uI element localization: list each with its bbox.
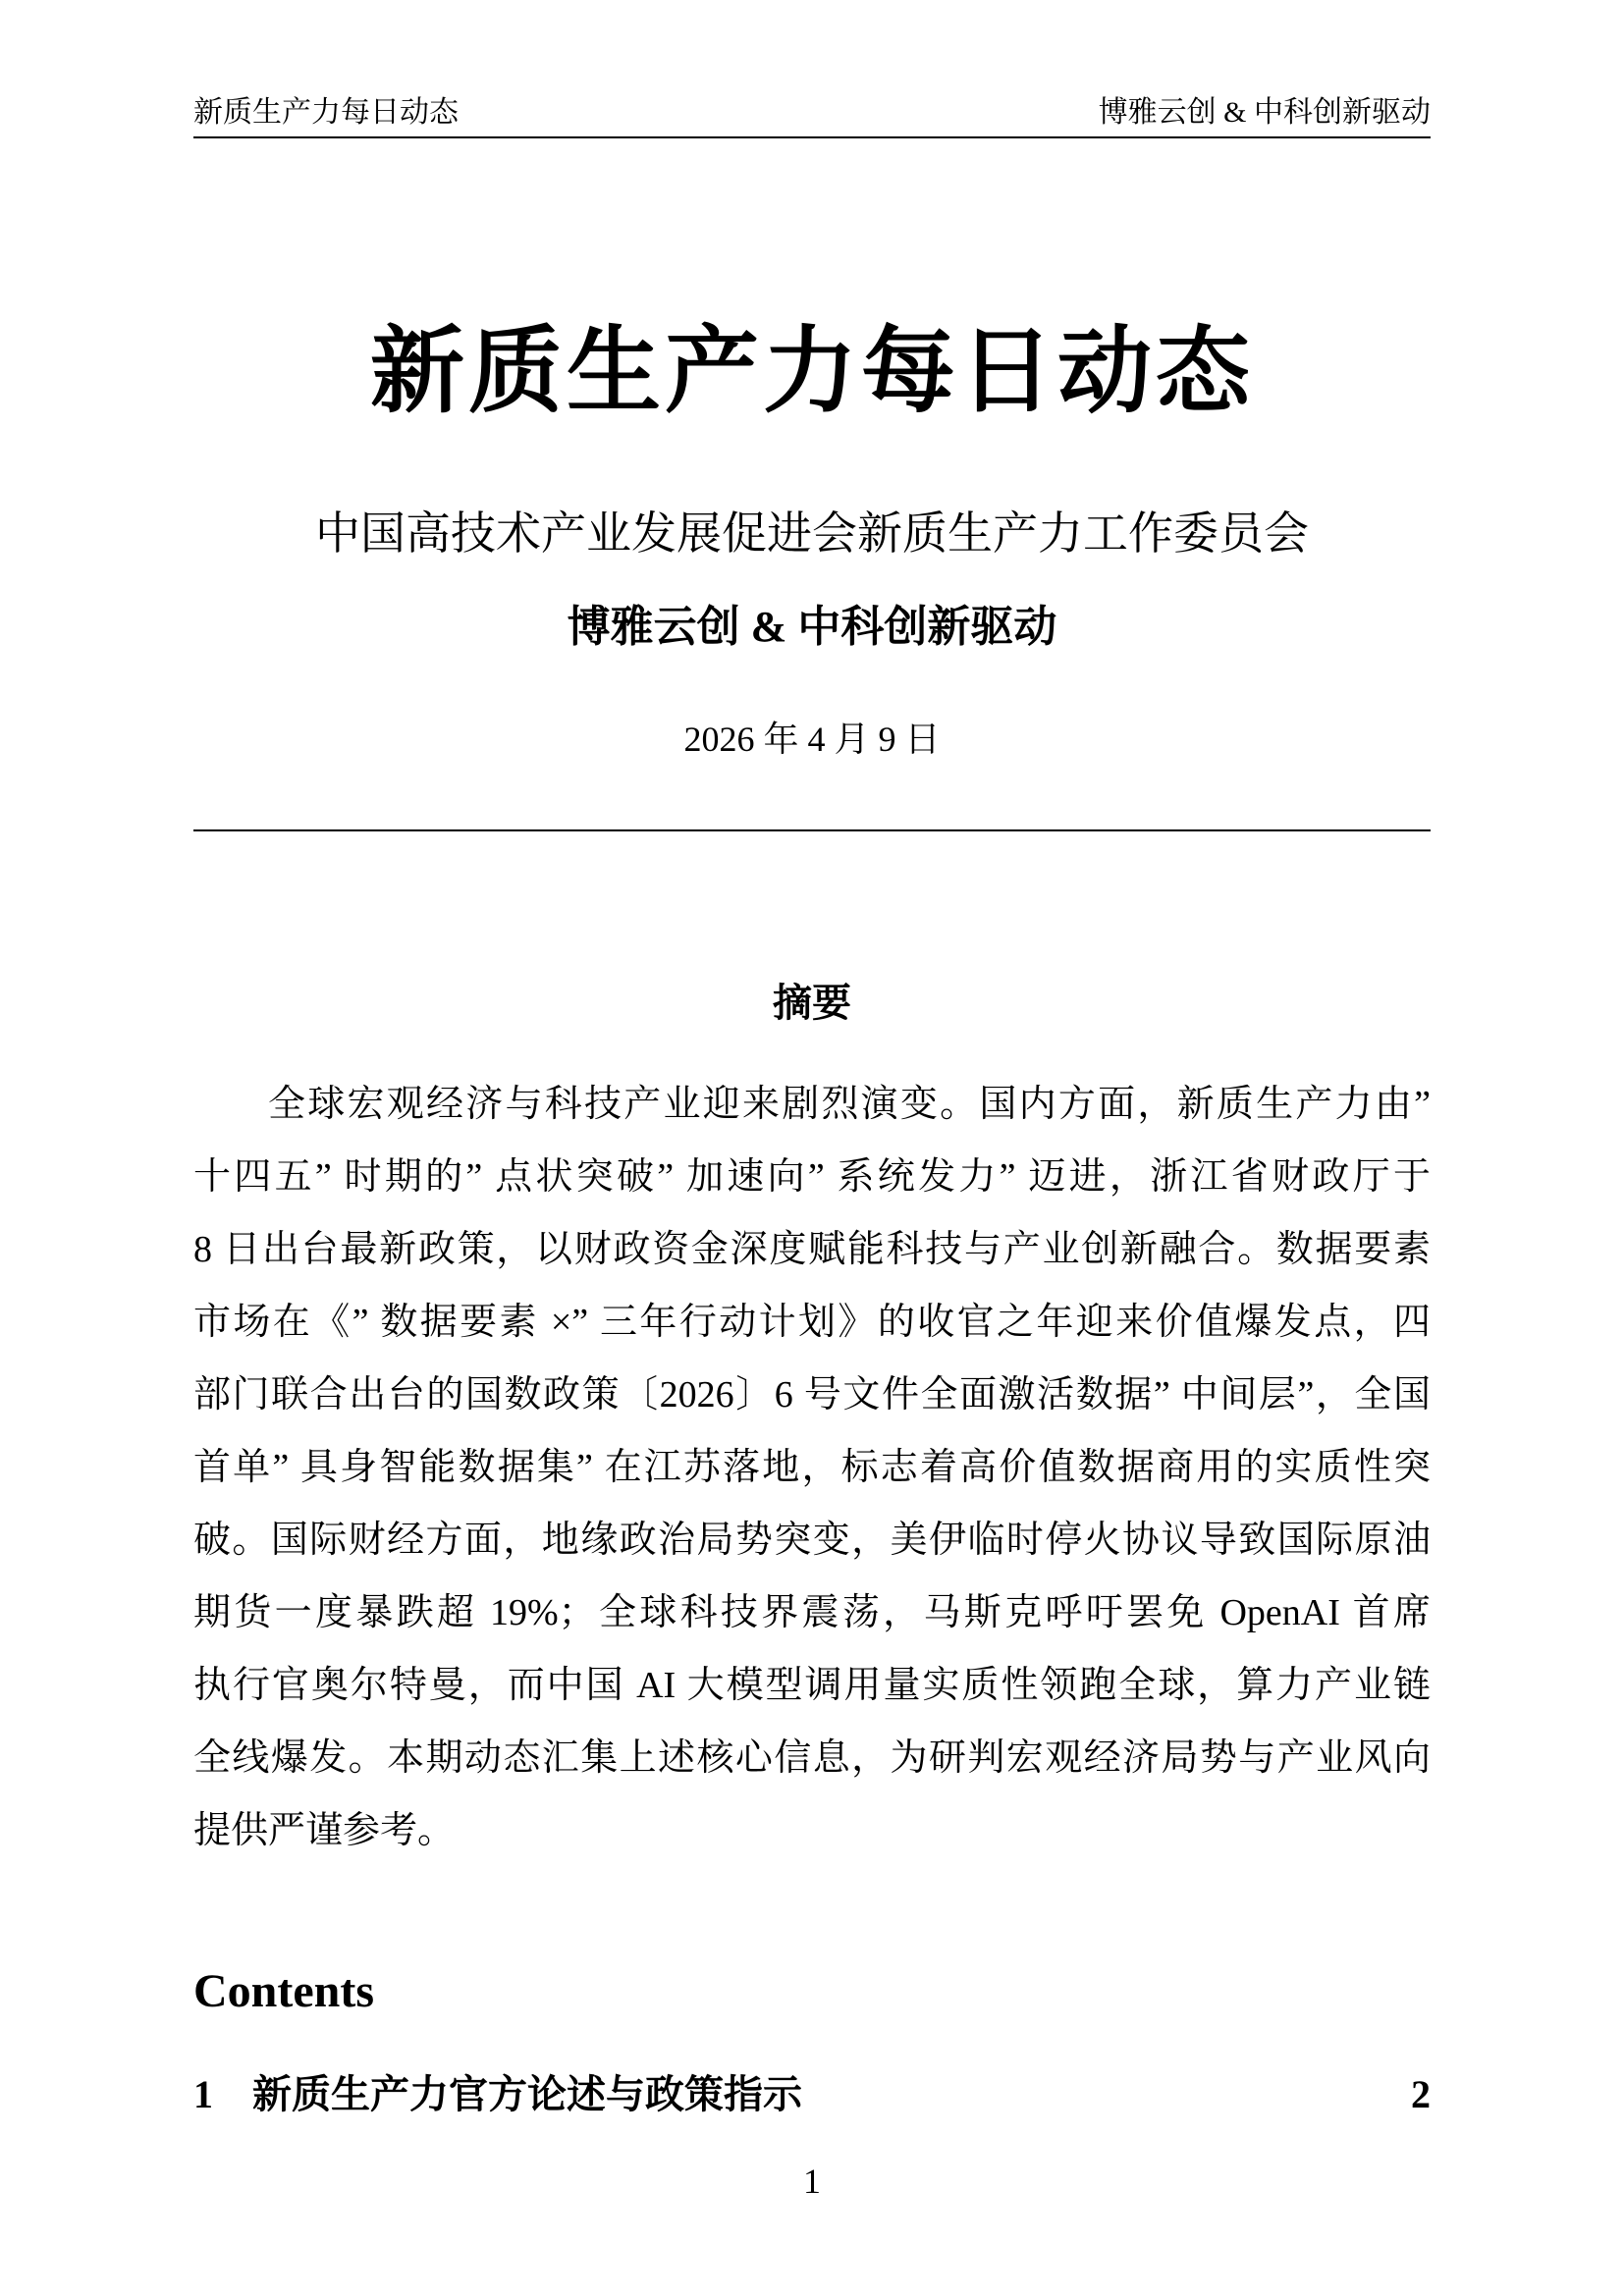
abstract-line: 部门联合出台的国数政策〔2026〕6 号文件全面激活数据” 中间层”，全国 [193,1374,1431,1415]
abstract-line: 市场在《” 数据要素 ×” 三年行动计划》的收官之年迎来价值爆发点，四 [193,1302,1431,1343]
abstract-line: 十四五” 时期的” 点状突破” 加速向” 系统发力” 迈进，浙江省财政厅于 [193,1156,1431,1198]
abstract-line: 全线爆发。本期动态汇集上述核心信息，为研判宏观经济局势与产业风向 [193,1737,1431,1779]
authors-line: 博雅云创 & 中科创新驱动 [567,603,1057,651]
abstract-line: 8 日出台最新政策，以财政资金深度赋能科技与产业创新融合。数据要素 [193,1229,1431,1270]
abstract-heading: 摘要 [773,981,851,1025]
abstract-line: 首单” 具身智能数据集” 在江苏落地，标志着高价值数据商用的实质性突 [193,1447,1431,1488]
toc-entry-label[interactable]: 新质生产力官方论述与政策指示 [252,2073,802,2116]
abstract-paragraph [193,1068,1431,1867]
page-number: 1 [803,2162,821,2201]
abstract-line: 期货一度暴跌超 19%；全球科技界震荡，马斯克呼吁罢免 OpenAI 首席 [193,1592,1431,1633]
running-header-right: 博雅云创 & 中科创新驱动 [1098,96,1431,129]
running-header-left: 新质生产力每日动态 [193,96,459,129]
abstract-line: 全球宏观经济与科技产业迎来剧烈演变。国内方面，新质生产力由” [268,1084,1431,1125]
toc-entry-number: 1 [193,2072,213,2116]
toc-entry-page: 2 [1411,2072,1431,2116]
header-rule [193,136,1431,138]
contents-heading: Contents [193,1965,375,2017]
abstract-line: 破。国际财经方面，地缘政治局势突变，美伊临时停火协议导致国际原油 [193,1520,1431,1561]
date-line: 2026 年 4 月 9 日 [683,720,941,759]
document-title: 新质生产力每日动态 [370,319,1254,424]
document-page [193,0,1431,2201]
organization-line: 中国高技术产业发展促进会新质生产力工作委员会 [315,508,1309,559]
title-rule [193,829,1431,831]
toc-entry-section-1[interactable] [193,2072,1431,2117]
abstract-line: 执行官奥尔特曼，而中国 AI 大模型调用量实质性领跑全球，算力产业链 [193,1665,1431,1706]
running-header [193,0,1431,138]
abstract-line: 提供严谨参考。 [193,1810,456,1851]
